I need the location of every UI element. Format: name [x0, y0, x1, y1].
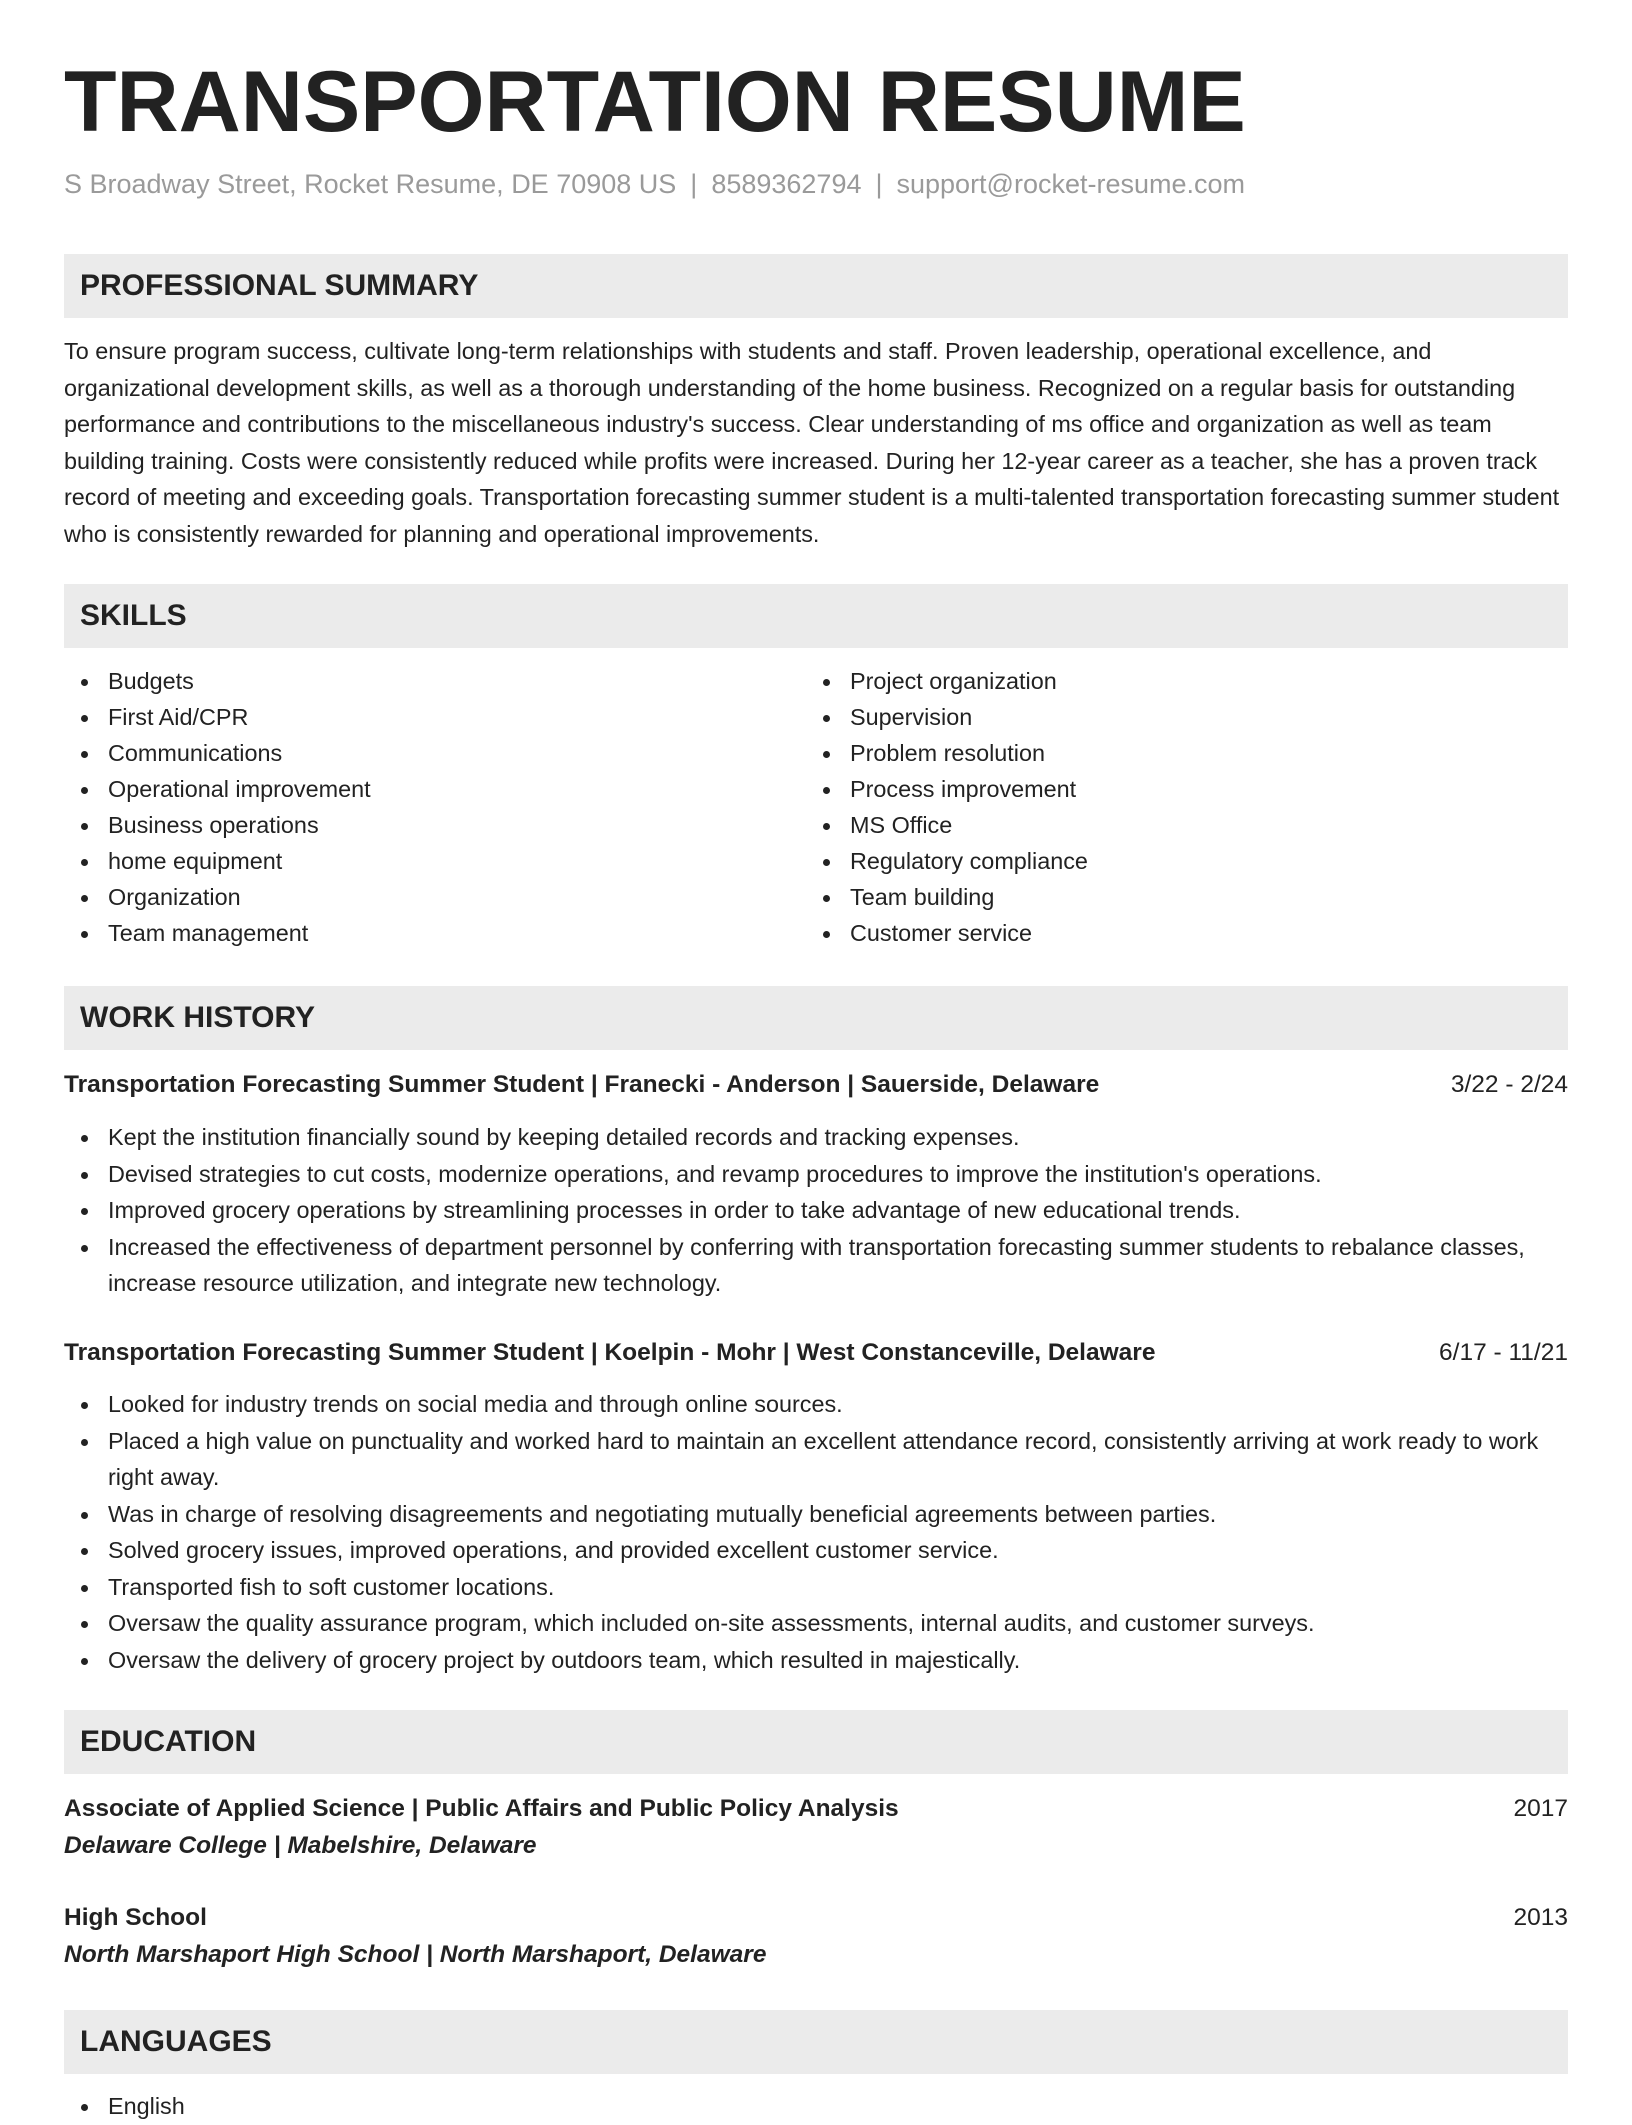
job-bullet: Oversaw the delivery of grocery project by outdoors team, which resulted in majestically.	[64, 1642, 1568, 1679]
job-title: Transportation Forecasting Summer Student | Koelpin - Mohr | West Constanceville, Delaware	[64, 1339, 1156, 1366]
job-dates: 6/17 - 11/21	[1439, 1339, 1568, 1366]
job-bullet: Transported fish to soft customer locations.	[64, 1569, 1568, 1606]
skill-item: Business operations	[64, 807, 764, 843]
job-bullets	[64, 1386, 1568, 1678]
contact-line	[64, 166, 1245, 202]
section-title-skills: SKILLS	[80, 599, 187, 632]
section-header-education	[64, 1710, 1568, 1774]
job-dates: 3/22 - 2/24	[1450, 1071, 1568, 1098]
section-header-work	[64, 986, 1568, 1050]
skill-item: Problem resolution	[806, 735, 1506, 771]
section-header-skills	[64, 584, 1568, 648]
section-title-work: WORK HISTORY	[80, 1001, 316, 1034]
job-title: Transportation Forecasting Summer Student | Franecki - Anderson | Sauerside, Delaware	[64, 1071, 1100, 1098]
education-degree: High School	[64, 1904, 207, 1931]
summary-text: To ensure program success, cultivate long-term relationships with students and staff. Proven leadership, operational excellence, and organizational development skills, as well as a thorough understanding of the home business. Recognized on a regular basis for outstanding performance and contributions to the miscellaneous industry's success. Clear understanding of ms office and organization as well as team building training. Costs were consistently reduced while profits were increased. During her 12-year career as a teacher, she has a proven track record of meeting and exceeding goals. Transportation forecasting summer student is a multi-talented transportation forecasting summer student who is consistently rewarded for planning and operational improvements.	[64, 338, 1560, 547]
education-degree: Associate of Applied Science | Public Affairs and Public Policy Analysis	[64, 1795, 899, 1822]
skill-item: First Aid/CPR	[64, 699, 764, 735]
skill-item: Operational improvement	[64, 771, 764, 807]
skills-list-right	[806, 663, 1506, 951]
job-bullet: Placed a high value on punctuality and worked hard to maintain an excellent attendance record, consistently arriving at work ready to work right away.	[64, 1423, 1568, 1496]
skill-item: Project organization	[806, 663, 1506, 699]
education-year: 2017	[1513, 1795, 1568, 1822]
job-bullet: Increased the effectiveness of department personnel by conferring with transportation forecasting summer students to rebalance classes, increase resource utilization, and integrate new technology.	[64, 1229, 1568, 1302]
skill-item: Budgets	[64, 663, 764, 699]
skill-item: Regulatory compliance	[806, 843, 1506, 879]
contact-separator: |	[875, 169, 883, 199]
skill-item: Process improvement	[806, 771, 1506, 807]
contact-email: support@rocket-resume.com	[896, 169, 1246, 199]
skill-item: Team building	[806, 879, 1506, 915]
job-bullet: Oversaw the quality assurance program, which included on-site assessments, internal audits, and customer surveys.	[64, 1605, 1568, 1642]
job-bullet: Looked for industry trends on social media and through online sources.	[64, 1386, 1568, 1423]
section-title-languages: LANGUAGES	[80, 2025, 272, 2058]
contact-address: S Broadway Street, Rocket Resume, DE 70908 US	[64, 169, 677, 199]
language-item: English	[64, 2088, 1568, 2125]
job-bullet: Devised strategies to cut costs, modernize operations, and revamp procedures to improve the institution's operations.	[64, 1156, 1568, 1193]
contact-separator: |	[690, 169, 698, 199]
job-bullet: Kept the institution financially sound by keeping detailed records and tracking expenses.	[64, 1119, 1568, 1156]
education-school: Delaware College | Mabelshire, Delaware	[64, 1832, 537, 1859]
resume-title: TRANSPORTATION RESUME	[64, 54, 1246, 150]
section-title-summary: PROFESSIONAL SUMMARY	[80, 269, 479, 302]
job-bullet: Improved grocery operations by streamlining processes in order to take advantage of new educational trends.	[64, 1192, 1568, 1229]
job-bullet: Solved grocery issues, improved operations, and provided excellent customer service.	[64, 1532, 1568, 1569]
skill-item: Communications	[64, 735, 764, 771]
languages-list	[64, 2088, 1568, 2125]
skill-item: Customer service	[806, 915, 1506, 951]
job-bullet: Was in charge of resolving disagreements and negotiating mutually beneficial agreements between parties.	[64, 1496, 1568, 1533]
section-header-languages	[64, 2010, 1568, 2074]
skill-item: Supervision	[806, 699, 1506, 735]
contact-phone: 8589362794	[711, 169, 862, 199]
job-bullets	[64, 1119, 1568, 1302]
section-header-summary	[64, 254, 1568, 318]
skill-item: home equipment	[64, 843, 764, 879]
education-school: North Marshaport High School | North Marshaport, Delaware	[64, 1941, 767, 1968]
section-title-education: EDUCATION	[80, 1725, 257, 1758]
skill-item: Organization	[64, 879, 764, 915]
skill-item: MS Office	[806, 807, 1506, 843]
skills-list-left	[64, 663, 764, 951]
skill-item: Team management	[64, 915, 764, 951]
education-year: 2013	[1513, 1904, 1568, 1931]
